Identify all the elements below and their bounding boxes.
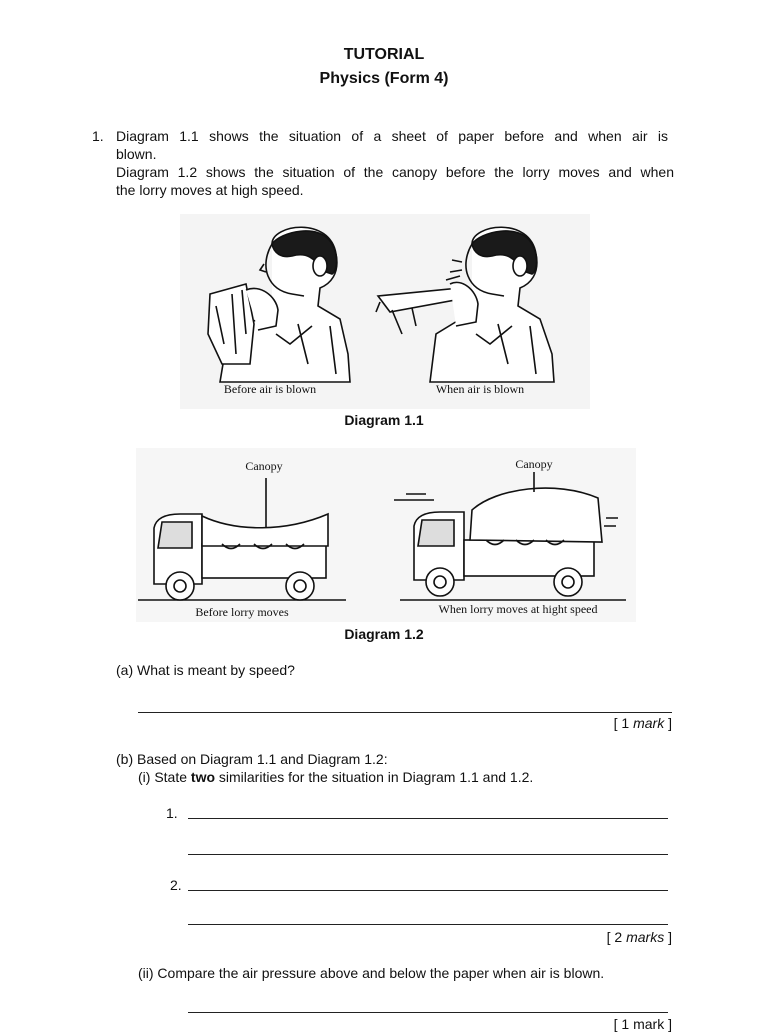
question-intro-line2: blown. — [116, 146, 157, 162]
part-b-i-item1-number: 1. — [166, 805, 178, 821]
diagram-1-2-left-caption: Before lorry moves — [195, 605, 289, 619]
question-intro-line4: the lorry moves at high speed. — [116, 182, 304, 198]
part-b-i-question: (i) State two similarities for the situation in Diagram 1.1 and 1.2. — [138, 769, 534, 785]
question-number: 1. — [92, 128, 104, 144]
diagram-1-2-right-caption: When lorry moves at hight speed — [438, 602, 598, 616]
diagram-1-2-label: Diagram 1.2 — [344, 626, 424, 642]
diagram-1-2-left-canopy-label: Canopy — [245, 459, 283, 473]
part-b-i-item2-line2[interactable] — [188, 924, 668, 925]
part-b-ii-marks: [ 1 mark ] — [613, 1016, 672, 1032]
question-intro-line3: Diagram 1.2 shows the situation of the canopy before the lorry moves and when — [116, 164, 674, 180]
part-b-i-item2-line1[interactable] — [188, 890, 668, 891]
part-b-i-item1-line1[interactable] — [188, 818, 668, 819]
page-subtitle: Physics (Form 4) — [319, 70, 449, 87]
part-b-ii-answer-line[interactable] — [188, 1012, 668, 1013]
part-b-i-item2-number: 2. — [170, 877, 182, 893]
diagram-1-2-right-canopy-label: Canopy — [515, 457, 553, 471]
part-a-answer-line[interactable] — [138, 712, 672, 713]
question-intro-line1: Diagram 1.1 shows the situation of a sheet of paper before and when air is — [116, 128, 668, 144]
diagram-1-1-left-caption: Before air is blown — [223, 382, 317, 396]
diagram-1-1-figure — [180, 214, 590, 409]
part-a-marks: [ 1 mark ] — [613, 715, 672, 731]
part-a-question: (a) What is meant by speed? — [116, 662, 295, 678]
diagram-1-1-label: Diagram 1.1 — [344, 412, 424, 428]
diagram-1-1-illustration — [180, 214, 590, 409]
part-b-question: (b) Based on Diagram 1.1 and Diagram 1.2: — [116, 751, 388, 767]
diagram-1-1-right-caption: When air is blown — [435, 382, 525, 396]
part-b-ii-question: (ii) Compare the air pressure above and below the paper when air is blown. — [138, 965, 605, 981]
page-title: TUTORIAL — [343, 46, 425, 63]
diagram-1-2-figure — [136, 448, 636, 622]
part-b-i-item1-line2[interactable] — [188, 854, 668, 855]
diagram-1-2-illustration — [136, 448, 636, 622]
part-b-i-marks: [ 2 marks ] — [606, 929, 672, 945]
